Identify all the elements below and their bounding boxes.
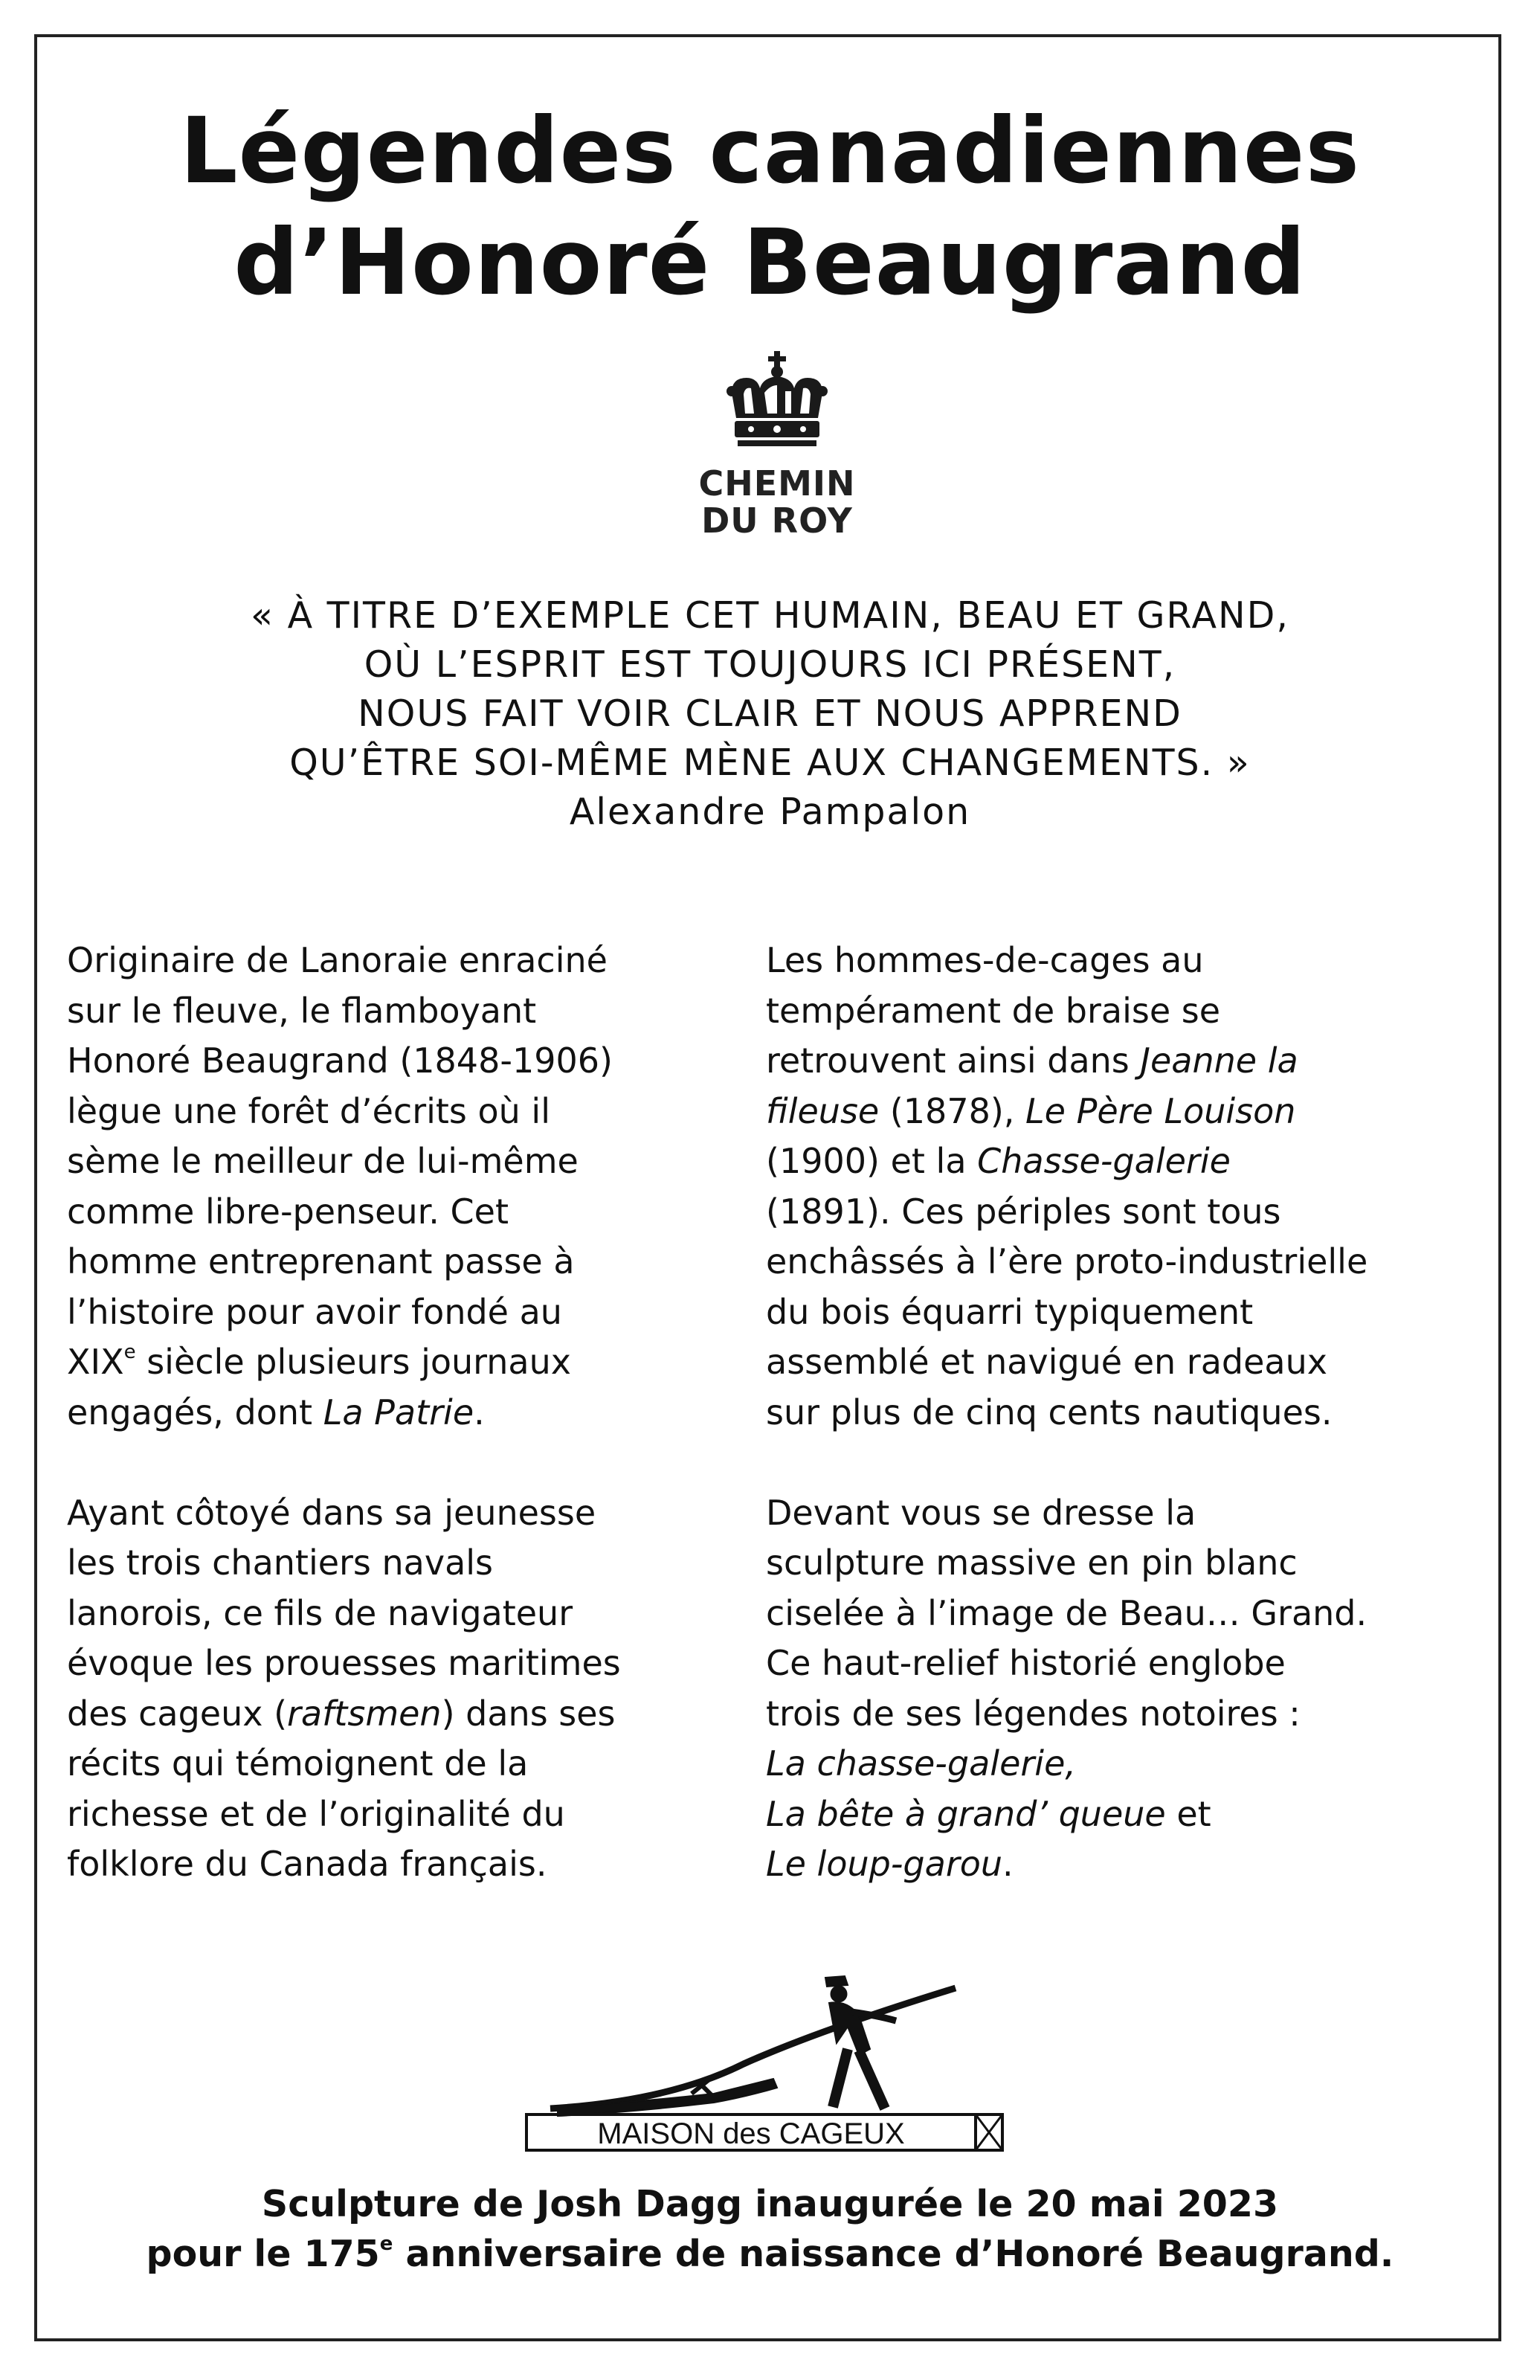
book-title: Chasse-galerie <box>977 1141 1231 1181</box>
text-line <box>766 1789 1450 1840</box>
book-title: fileuse <box>766 1090 880 1131</box>
text-line: sur plus de cinq cents nautiques. <box>766 1392 1333 1432</box>
text-line: l’histoire pour avoir fondé au <box>67 1291 562 1332</box>
book-title: Le Père Louison <box>1025 1090 1296 1131</box>
legend-title: La chasse-galerie, <box>766 1743 1076 1784</box>
title-line-1: Légendes canadiennes <box>179 98 1361 204</box>
text-run: pour le 175 <box>146 2233 380 2275</box>
text-line <box>67 1337 751 1388</box>
text-run: des cageux ( <box>67 1693 288 1734</box>
text-line <box>766 1739 1450 1789</box>
text-run: anniversaire de naissance d’Honoré Beaugrand. <box>393 2233 1394 2275</box>
text-line: tempérament de braise se <box>766 990 1221 1031</box>
text-line: les trois chantiers navals <box>67 1543 494 1583</box>
text-line: évoque les prouesses maritimes <box>67 1643 621 1683</box>
crown-icon <box>721 350 833 461</box>
text-line <box>67 1388 751 1438</box>
text-line: lègue une forêt d’écrits où il <box>67 1090 550 1131</box>
text-line <box>766 1087 1450 1137</box>
caption-line-2 <box>0 2229 1540 2279</box>
text-line: richesse et de l’originalité du <box>67 1793 565 1834</box>
text-line: Ce haut-relief historié englobe <box>766 1643 1286 1683</box>
quote-line-3: NOUS FAIT VOIR CLAIR ET NOUS APPREND <box>358 692 1182 735</box>
text-run: . <box>1002 1844 1014 1884</box>
text-line: sculpture massive en pin blanc <box>766 1543 1298 1583</box>
paragraph-1 <box>67 936 751 1438</box>
left-column <box>67 936 751 1890</box>
legend-title: La bête à grand’ queue <box>766 1793 1166 1834</box>
text-line: Originaire de Lanoraie enraciné <box>67 940 608 980</box>
text-line: Ayant côtoyé dans sa jeunesse <box>67 1492 596 1533</box>
legend-title: Le loup-garou <box>766 1844 1003 1884</box>
text-run: (1878), <box>879 1090 1026 1131</box>
quote-line-4: QU’ÊTRE SOI-MÊME MÈNE AUX CHANGEMENTS. » <box>289 742 1251 784</box>
newspaper-title: La Patrie <box>323 1392 474 1432</box>
text-line: Devant vous se dresse la <box>766 1492 1196 1533</box>
text-line <box>766 1036 1450 1087</box>
text-line: Les hommes-de-cages au <box>766 940 1204 980</box>
text-line: enchâssés à l’ère proto-industrielle <box>766 1241 1368 1281</box>
text-line: ciselée à l’image de Beau… Grand. <box>766 1592 1367 1633</box>
text-line: trois de ses légendes notoires : <box>766 1693 1301 1734</box>
paragraph-3 <box>766 936 1450 1438</box>
superscript: e <box>379 2233 393 2255</box>
caption <box>0 2179 1540 2279</box>
text-line: homme entreprenant passe à <box>67 1241 575 1281</box>
text-run: retrouvent ainsi dans <box>766 1041 1141 1081</box>
quote-line-1: « À TITRE D’EXEMPLE CET HUMAIN, BEAU ET GRAND, <box>251 594 1289 637</box>
text-line <box>67 1689 751 1740</box>
italic-term: raftsmen <box>287 1693 442 1734</box>
text-line: sème le meilleur de lui-même <box>67 1141 579 1181</box>
text-run: et <box>1165 1793 1211 1834</box>
raftsman-icon <box>550 1976 956 2116</box>
logo-line-1: CHEMIN <box>698 463 856 504</box>
text-line <box>766 1839 1450 1890</box>
quote-block <box>0 591 1540 837</box>
text-line: Honoré Beaugrand (1848-1906) <box>67 1041 613 1081</box>
superscript: e <box>123 1341 136 1363</box>
text-run: XIX <box>67 1342 124 1382</box>
text-run: ) dans ses <box>441 1693 616 1734</box>
paragraph-2 <box>67 1488 751 1890</box>
text-run: siècle plusieurs journaux <box>135 1342 571 1382</box>
right-column <box>766 936 1450 1890</box>
quote-author: Alexandre Pampalon <box>569 791 971 833</box>
text-line: (1891). Ces périples sont tous <box>766 1191 1281 1232</box>
logo-text: MAISON des CAGEUX <box>597 2117 905 2150</box>
text-line <box>766 1136 1450 1187</box>
text-run: engagés, dont <box>67 1392 323 1432</box>
paragraph-4 <box>766 1488 1450 1890</box>
quote-line-2: OÙ L’ESPRIT EST TOUJOURS ICI PRÉSENT, <box>364 643 1176 686</box>
text-run: . <box>474 1392 485 1432</box>
text-line: du bois équarri typiquement <box>766 1291 1254 1332</box>
text-line: comme libre-penseur. Cet <box>67 1191 509 1232</box>
text-line: assemblé et navigué en radeaux <box>766 1342 1327 1382</box>
text-line: lanorois, ce fils de navigateur <box>67 1592 573 1633</box>
page-title <box>0 95 1540 318</box>
chemin-du-roy-logo <box>695 350 859 539</box>
title-line-2: d’Honoré Beaugrand <box>233 210 1307 315</box>
text-line: récits qui témoignent de la <box>67 1743 529 1784</box>
book-title: Jeanne la <box>1140 1041 1298 1081</box>
maison-des-cageux-logo <box>521 1975 1011 2168</box>
caption-line-1: Sculpture de Josh Dagg inaugurée le 20 mai 2023 <box>261 2183 1279 2225</box>
text-line: sur le fleuve, le flamboyant <box>67 990 537 1031</box>
logo-line-2: DU ROY <box>701 501 853 541</box>
text-line: folklore du Canada français. <box>67 1844 547 1884</box>
text-run: (1900) et la <box>766 1141 978 1181</box>
